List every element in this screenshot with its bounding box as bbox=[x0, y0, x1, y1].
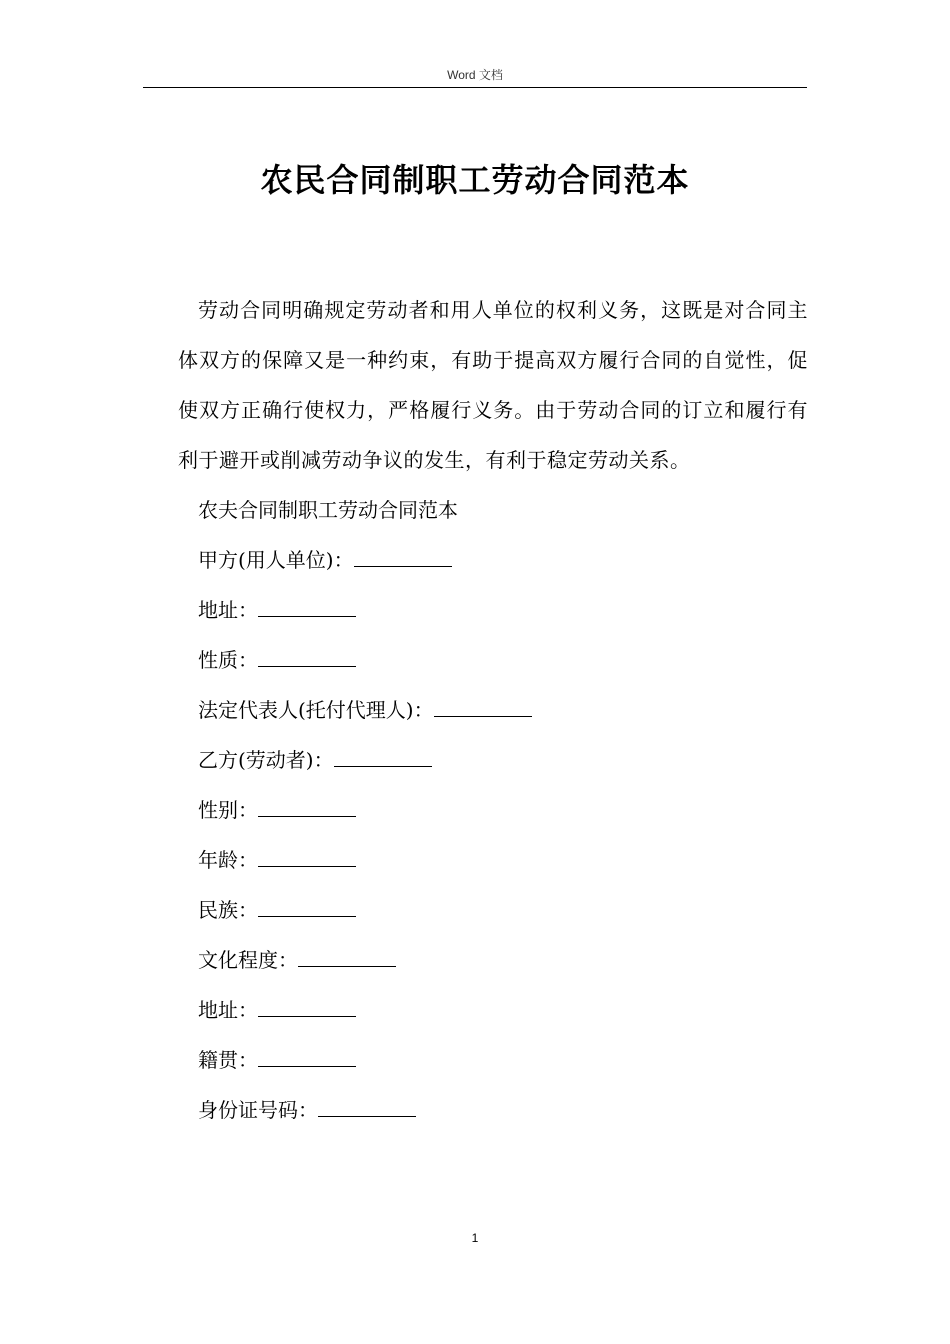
section-subtitle: 农夫合同制职工劳动合同范本 bbox=[198, 498, 458, 522]
blank-line bbox=[354, 550, 452, 567]
field-label: 年龄： bbox=[198, 848, 258, 872]
document-title: 农民合同制职工劳动合同范本 bbox=[260, 161, 690, 199]
field-label: 法定代表人(托付代理人)： bbox=[198, 698, 434, 722]
field-legal-representative bbox=[178, 685, 808, 735]
blank-line bbox=[298, 950, 396, 967]
field-ethnicity bbox=[178, 885, 808, 935]
field-label: 性质： bbox=[198, 648, 258, 672]
field-label: 民族： bbox=[198, 898, 258, 922]
field-label: 乙方(劳动者)： bbox=[198, 748, 334, 772]
field-native-place bbox=[178, 1035, 808, 1085]
blank-line bbox=[258, 650, 356, 667]
field-employer bbox=[178, 535, 808, 585]
field-nature bbox=[178, 635, 808, 685]
field-label: 性别： bbox=[198, 798, 258, 822]
field-label: 籍贯： bbox=[198, 1048, 258, 1072]
blank-line bbox=[258, 850, 356, 867]
blank-line bbox=[258, 600, 356, 617]
intro-paragraph: 劳动合同明确规定劳动者和用人单位的权利义务，这既是对合同主体双方的保障又是一种约束，有助于提高双方履行合同的自觉性，促使双方正确行使权力，严格履行义务。由于劳动合同的订立和履行有利于避开或削减劳动争议的发生，有利于稳定劳动关系。 bbox=[178, 298, 808, 472]
blank-line bbox=[318, 1100, 416, 1117]
page-number: 1 bbox=[471, 1231, 479, 1245]
header-divider bbox=[143, 87, 807, 88]
field-education bbox=[178, 935, 808, 985]
blank-line bbox=[258, 900, 356, 917]
blank-line bbox=[258, 1050, 356, 1067]
field-label: 文化程度： bbox=[198, 948, 298, 972]
field-id-number bbox=[178, 1085, 808, 1135]
field-label: 身份证号码： bbox=[198, 1098, 318, 1122]
field-label: 甲方(用人单位)： bbox=[198, 548, 354, 572]
blank-line bbox=[258, 1000, 356, 1017]
field-employee-address bbox=[178, 985, 808, 1035]
field-label: 地址： bbox=[198, 598, 258, 622]
field-employer-address bbox=[178, 585, 808, 635]
blank-line bbox=[258, 800, 356, 817]
field-age bbox=[178, 835, 808, 885]
blank-line bbox=[334, 750, 432, 767]
blank-line bbox=[434, 700, 532, 717]
field-label: 地址： bbox=[198, 998, 258, 1022]
page-header: Word 文档 bbox=[447, 68, 503, 82]
field-employee bbox=[178, 735, 808, 785]
field-gender bbox=[178, 785, 808, 835]
document-body bbox=[178, 285, 808, 1135]
